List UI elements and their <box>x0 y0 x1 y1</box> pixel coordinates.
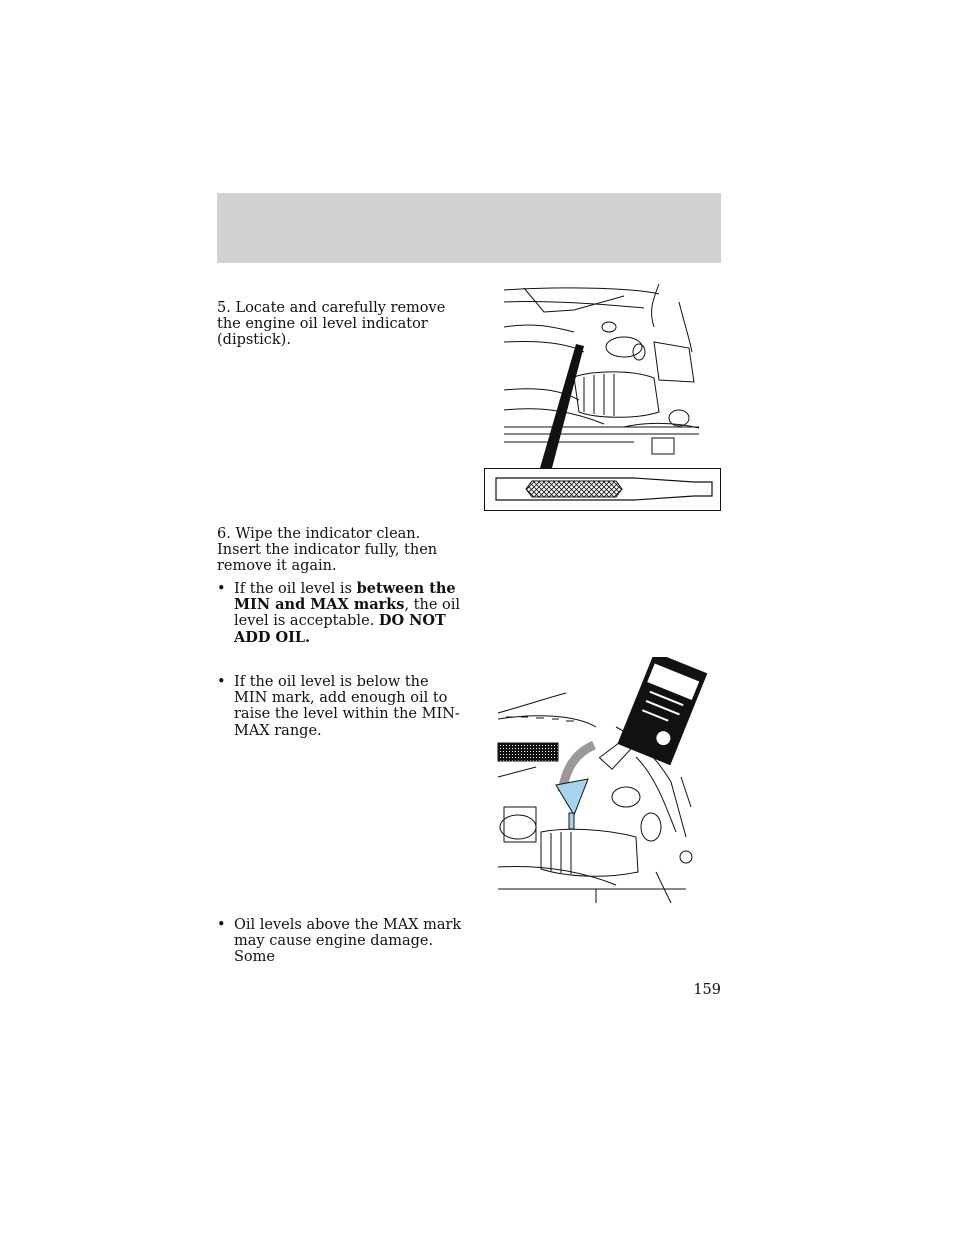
step-5-text: 5. Locate and carefully remove the engine oil level indicator (dipstick). <box>217 300 446 349</box>
bullet2-text: If the oil level is below the MIN mark, add enough oil to raise the level within the MIN-MAX range. <box>234 674 460 739</box>
bullet1-bold-warning: DO NOT ADD OIL. <box>234 612 446 646</box>
bullet-oil-below-min <box>217 674 462 739</box>
bullet1-text-mid: , the oil level is acceptable. <box>234 597 461 630</box>
bullet3-text: Oil levels above the MAX mark may cause engine damage. Some <box>234 917 462 966</box>
page-number: 159 <box>693 982 721 998</box>
bullet-dot: • <box>217 917 226 933</box>
step-6-text: 6. Wipe the indicator clean. Insert the indicator fully, then remove it again. <box>217 526 438 575</box>
bullet-dot: • <box>217 674 226 690</box>
section-header-band <box>217 193 721 263</box>
dipstick-illustration <box>484 282 722 512</box>
bullet-dot: • <box>217 581 226 597</box>
bullet1-bold-range: between the MIN and MAX marks <box>234 580 456 614</box>
bullet1-text-pre: If the oil level is <box>234 581 357 597</box>
bullet-oil-above-max <box>217 917 462 966</box>
bullet-oil-between-marks <box>217 581 462 646</box>
adding-oil-illustration <box>496 657 721 905</box>
